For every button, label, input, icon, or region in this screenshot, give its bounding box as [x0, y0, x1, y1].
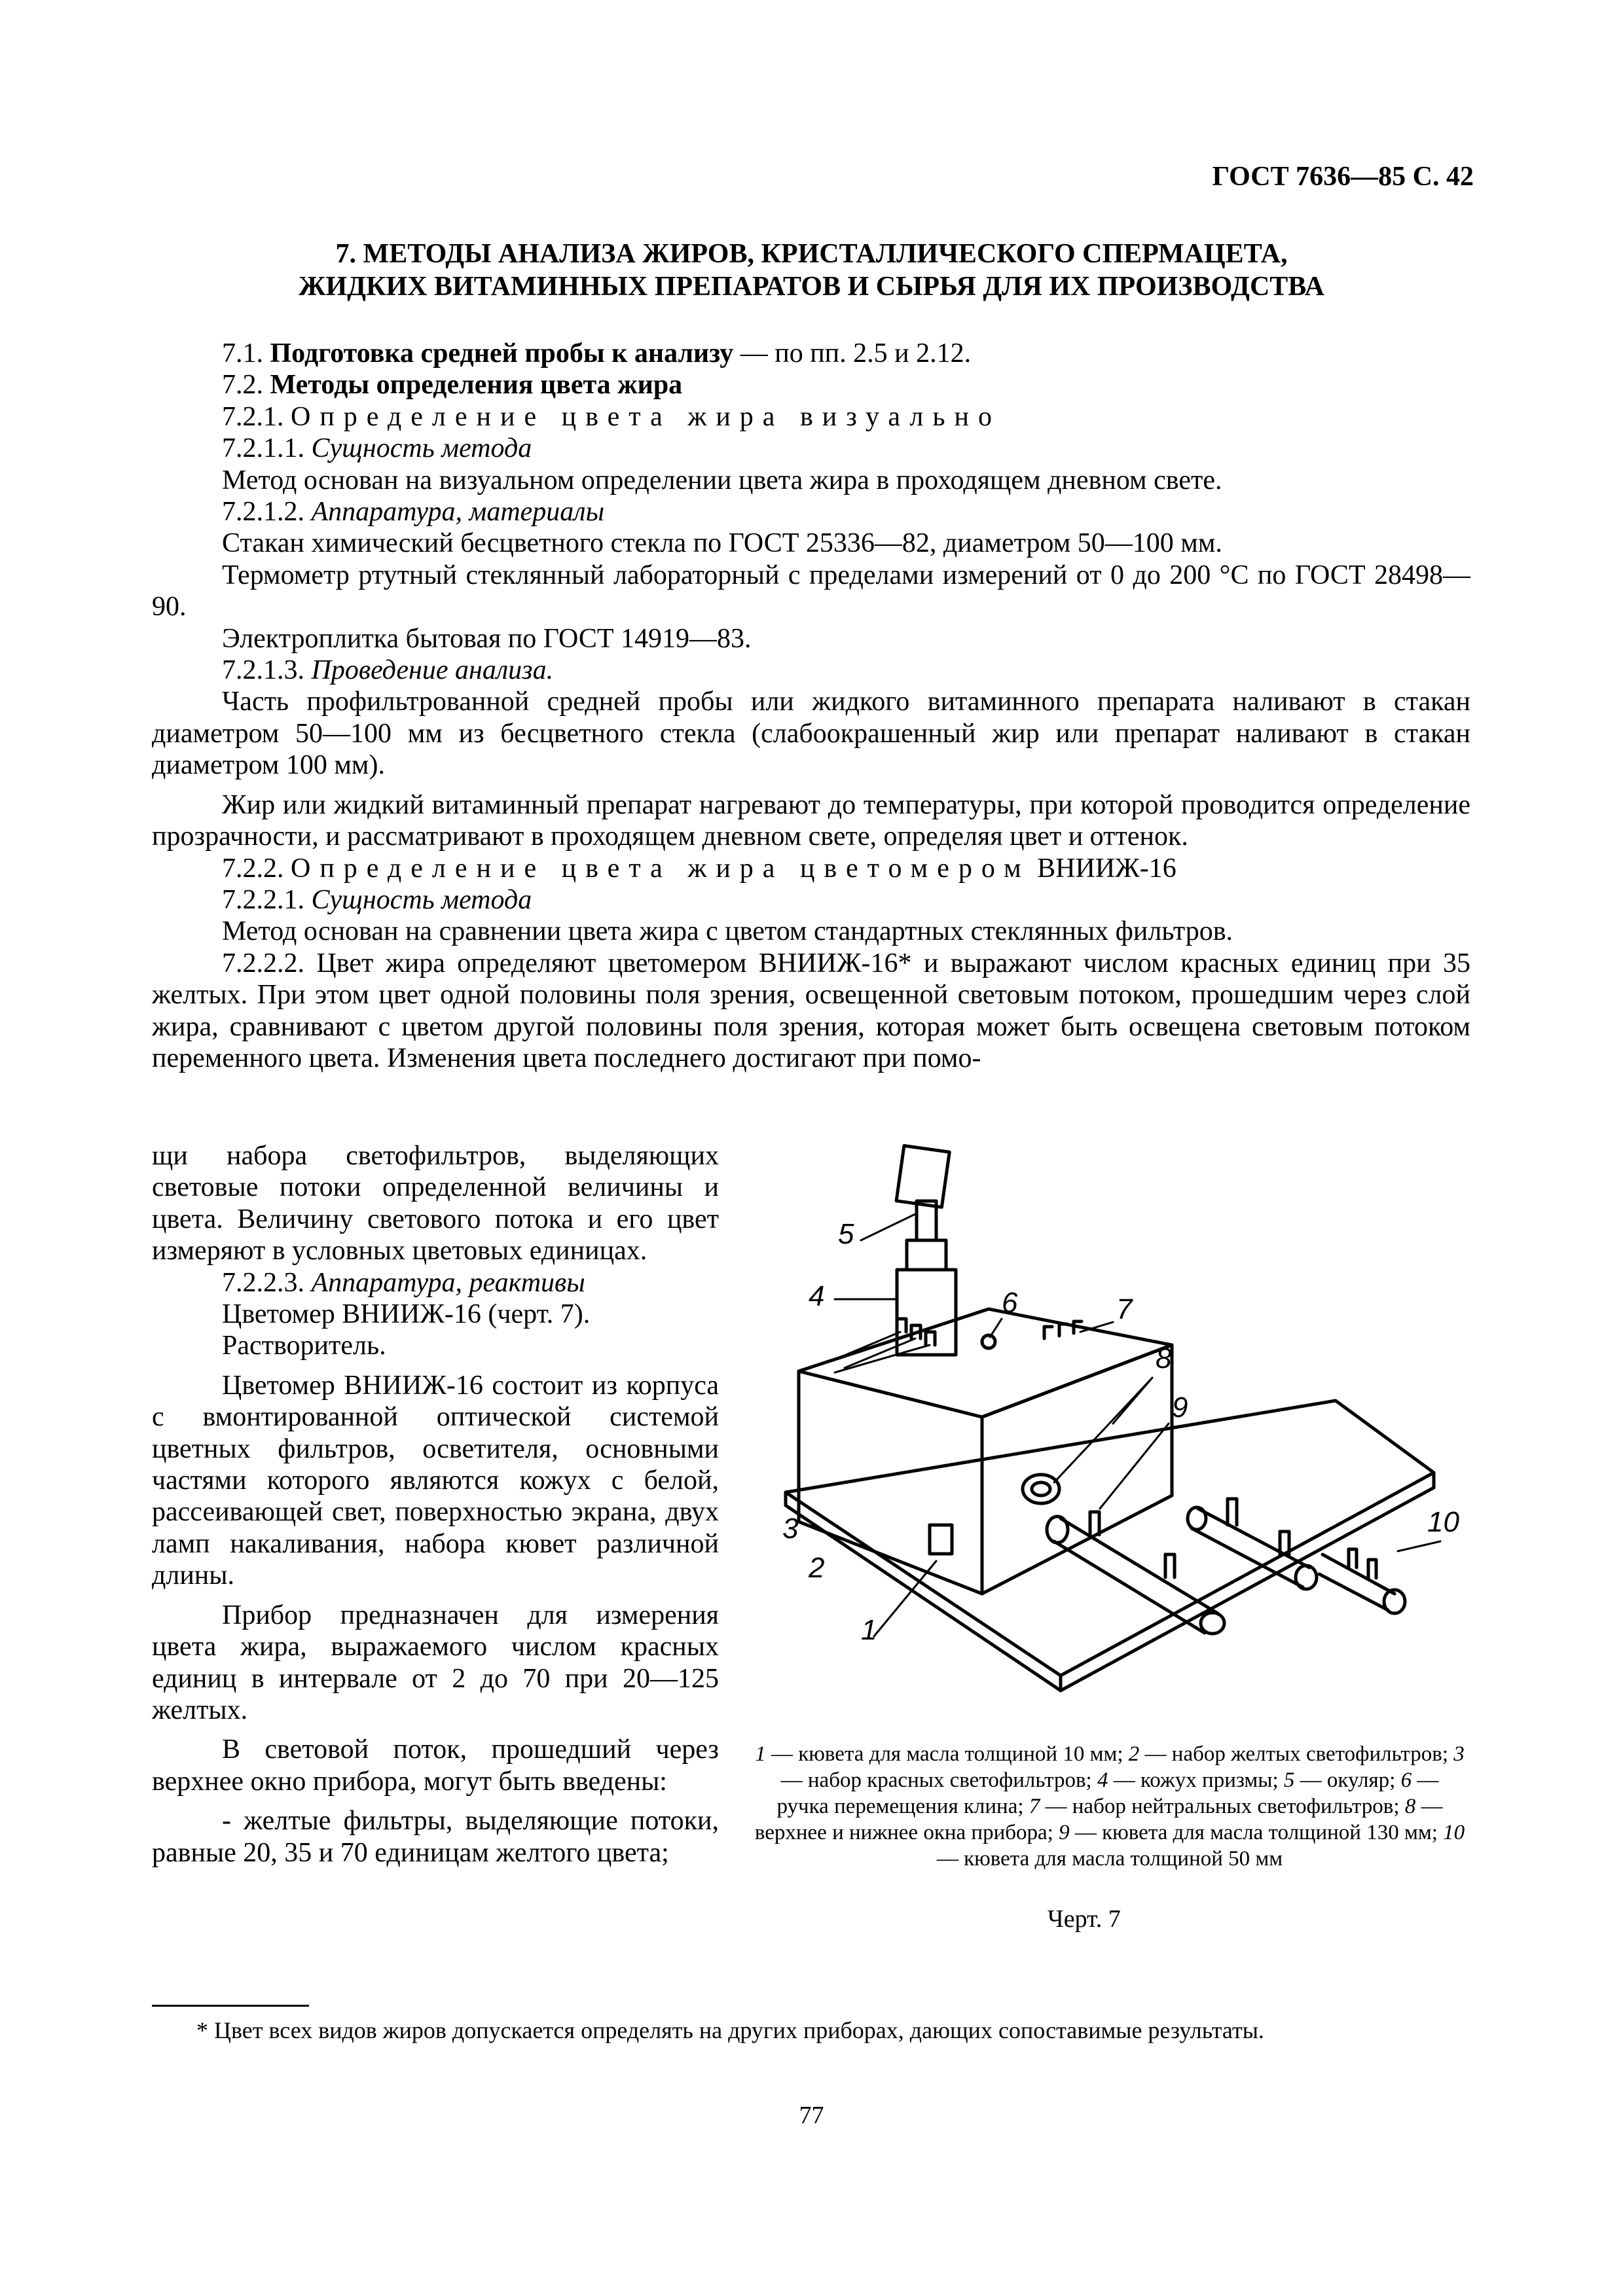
label-7: 7: [1116, 1293, 1133, 1325]
caption-text: — кювета для масла толщиной 130 мм;: [1069, 1821, 1444, 1844]
paragraph: В световой поток, прошедший через верхнее окно прибора, могут быть введены:: [152, 1734, 719, 1797]
clause-number: 7.2.2.3.: [222, 1267, 304, 1298]
caption-text: — верхнее и нижнее окна прибора;: [754, 1795, 1443, 1844]
paragraph: Прибор предназначен для измерения цвета жира, выражаемого числом красных единиц в интервале от 2 до 70 при 20—125 желтых.: [152, 1600, 719, 1725]
caption-num: 9: [1059, 1821, 1070, 1844]
caption-num: 4: [1097, 1768, 1108, 1792]
clause-heading-spaced: Определение цвета жира визуально: [291, 401, 1002, 432]
cuvette-small-tubes: [1349, 1549, 1376, 1578]
caption-num: 1: [755, 1742, 766, 1766]
paragraph: Растворитель.: [222, 1331, 386, 1361]
base-plate-edge-left: [786, 1492, 1061, 1691]
leader-line-5: [861, 1214, 915, 1240]
clause-heading-italic: Аппаратура, материалы: [311, 497, 605, 528]
leader-line-10: [1398, 1541, 1440, 1551]
eyepiece: [896, 1146, 949, 1208]
caption-num: 10: [1443, 1821, 1465, 1844]
cuvette-130mm-end: [1201, 1613, 1224, 1634]
caption-text: — кювета для масла толщиной 50 мм: [936, 1847, 1283, 1871]
clause-heading: Подготовка средней пробы к анализу: [270, 338, 734, 368]
clause-heading-rest: ВНИИЖ-16: [1030, 853, 1176, 884]
prism-neck: [907, 1240, 946, 1270]
cuvette-50mm-tubes: [1228, 1499, 1289, 1554]
caption-text: — окуляр;: [1294, 1768, 1401, 1792]
wedge-knob: [982, 1335, 995, 1348]
paragraph: Термометр ртутный стеклянный лабораторный с пределами измерений от 0 до 200 °С по ГОСТ 28498—90.: [152, 560, 1470, 622]
cuvette-50mm-end: [1296, 1566, 1317, 1589]
clause-number: 7.2.: [222, 370, 263, 401]
page-number: 77: [799, 2102, 824, 2129]
label-3: 3: [782, 1513, 799, 1545]
clause-heading: Методы определения цвета жира: [270, 370, 683, 401]
clause-number: 7.2.1.3.: [222, 655, 304, 686]
label-4: 4: [809, 1280, 825, 1312]
caption-text: — кювета для масла толщиной 10 мм;: [765, 1742, 1129, 1766]
footnote-separator: [152, 2005, 309, 2007]
caption-num: 3: [1453, 1742, 1465, 1766]
clause-7-2-2: [152, 853, 1470, 884]
clause-heading-italic: Проведение анализа.: [311, 655, 554, 686]
clause-heading-italic: Аппаратура, реактивы: [311, 1267, 585, 1298]
paragraph: 7.2.2.2. Цвет жира определяют цветомером ВНИИЖ-16* и выражают числом красных единиц при 35 желтых. При этом цвет одной половины поля зрения, освещенной световым потоком, прошедшим через слой жира, сравнивают с цветом другой половины поля зрения, которая может быть освещена световым потоком переменного цвета. Изменения цвета последнего достигают при помо-: [152, 948, 1470, 1073]
clause-number: 7.2.2.1.: [222, 884, 304, 915]
paragraph: Жир или жидкий витаминный препарат нагревают до температуры, при которой проводится определение прозрачности, и рассматривают в проходящем дневном свете, определяя цвет и оттенок.: [152, 789, 1470, 852]
paragraph: Электроплитка бытовая по ГОСТ 14919—83.: [222, 623, 752, 654]
page-header: ГОСТ 7636—85 С. 42: [1212, 162, 1474, 192]
paragraph: Метод основан на сравнении цвета жира с цветом стандартных стеклянных фильтров.: [222, 916, 1233, 947]
figure-caption: [753, 1741, 1467, 1872]
clause-7-2-1-1: [152, 433, 1470, 464]
clause-number: 7.2.1.2.: [222, 497, 304, 528]
caption-num: 5: [1283, 1768, 1295, 1792]
paragraph: Метод основан на визуальном определении цвета жира в проходящем дневном свете.: [222, 465, 1222, 495]
label-1: 1: [861, 1614, 877, 1646]
label-8: 8: [1156, 1342, 1172, 1374]
clause-7-2-1-3: [152, 655, 1470, 686]
caption-text: — набор красных светофильтров;: [780, 1768, 1097, 1792]
caption-num: 8: [1404, 1795, 1416, 1818]
label-5: 5: [838, 1218, 854, 1250]
clause-7-2: [152, 369, 1470, 401]
footnote: * Цвет всех видов жиров допускается определять на других приборах, дающих сопоставимые результаты.: [196, 2017, 1264, 2043]
clause-heading-spaced: Определение цвета жира цветомером: [291, 853, 1030, 884]
cuvette-50mm: [1192, 1509, 1309, 1587]
caption-text: — ручка перемещения клина;: [776, 1768, 1439, 1818]
paragraph: Часть профильтрованной средней пробы или жидкого витаминного препарата наливают в стакан диаметром 50—100 мм из бесцветного стекла (слабоокрашенный жир или препарат наливают в стакан диаметром 100 мм).: [152, 687, 1470, 781]
cuvette-10mm: [930, 1525, 952, 1554]
caption-text: — кожух призмы;: [1108, 1768, 1284, 1792]
section-title: [157, 238, 1466, 303]
clause-number: 7.2.1.: [222, 401, 284, 432]
base-plate: [786, 1401, 1434, 1676]
clause-heading-italic: Сущность метода: [311, 884, 532, 915]
clause-number: 7.1.: [222, 338, 263, 368]
upper-window-inner: [1032, 1482, 1050, 1496]
paragraph: Цветомер ВНИИЖ-16 состоит из корпуса с вмонтированной оптической системой цветных фильтров, осветителя, основными частями которого являются кожух с белой, рассеивающей свет, поверхностью экрана, двух ламп накаливания, набора кювет различной длины.: [152, 1370, 719, 1591]
clause-heading-italic: Сущность метода: [311, 433, 532, 464]
clause-7-1: [152, 338, 1470, 369]
caption-text: — набор желтых светофильтров;: [1139, 1742, 1454, 1766]
clause-number: 7.2.1.1.: [222, 433, 304, 464]
title-line-1: 7. МЕТОДЫ АНАЛИЗА ЖИРОВ, КРИСТАЛЛИЧЕСКОГО СПЕРМАЦЕТА,: [335, 239, 1288, 269]
clause-7-2-1-2: [152, 496, 1470, 528]
label-2: 2: [809, 1552, 825, 1584]
cuvette-50mm-end: [1188, 1507, 1206, 1530]
label-6: 6: [1002, 1287, 1018, 1319]
label-10: 10: [1427, 1506, 1459, 1538]
caption-num: 6: [1400, 1768, 1412, 1792]
drawing-number: Черт. 7: [1048, 1905, 1121, 1933]
paragraph: Стакан химический бесцветного стекла по ГОСТ 25336—82, диаметром 50—100 мм.: [222, 528, 1222, 559]
clause-text: — по пп. 2.5 и 2.12.: [733, 338, 972, 368]
clause-number: 7.2.2.: [222, 853, 284, 884]
neutral-filters: [1044, 1321, 1082, 1338]
leader-line-8: [1054, 1378, 1152, 1482]
title-line-2: ЖИДКИХ ВИТАМИННЫХ ПРЕПАРАТОВ И СЫРЬЯ ДЛЯ ИХ ПРОИЗВОДСТВА: [298, 272, 1324, 302]
label-9: 9: [1172, 1391, 1188, 1424]
caption-num: 2: [1128, 1742, 1140, 1766]
leader-lines-filters: [835, 1332, 930, 1372]
upper-window: [1023, 1475, 1059, 1503]
leader-line-9: [1100, 1424, 1169, 1509]
paragraph: - желтые фильтры, выделяющие потоки, равные 20, 35 и 70 единицам желтого цвета;: [152, 1806, 719, 1868]
clause-7-2-2-1: [152, 884, 1470, 916]
paragraph: Цветомер ВНИИЖ-16 (черт. 7).: [222, 1299, 591, 1330]
colorimeter-drawing: [746, 1142, 1480, 1731]
cuvette-130mm: [1054, 1518, 1218, 1633]
clause-7-2-1: [152, 401, 1470, 433]
text-block-full: [152, 338, 1470, 1074]
leader-line-6: [990, 1319, 1002, 1337]
cuvette-130mm-end: [1047, 1516, 1068, 1543]
caption-text: — набор нейтральных светофильтров;: [1040, 1795, 1405, 1818]
text-block-left: [152, 1140, 719, 1869]
base-plate-edge: [1061, 1473, 1434, 1691]
paragraph: щи набора светофильтров, выделяющих световые потоки определенной величины и цвета. Величину светового потока и его цвет измеряют в условных цветовых единицах.: [152, 1141, 719, 1266]
caption-num: 7: [1029, 1795, 1040, 1818]
clause-7-2-2-3: [152, 1267, 719, 1299]
